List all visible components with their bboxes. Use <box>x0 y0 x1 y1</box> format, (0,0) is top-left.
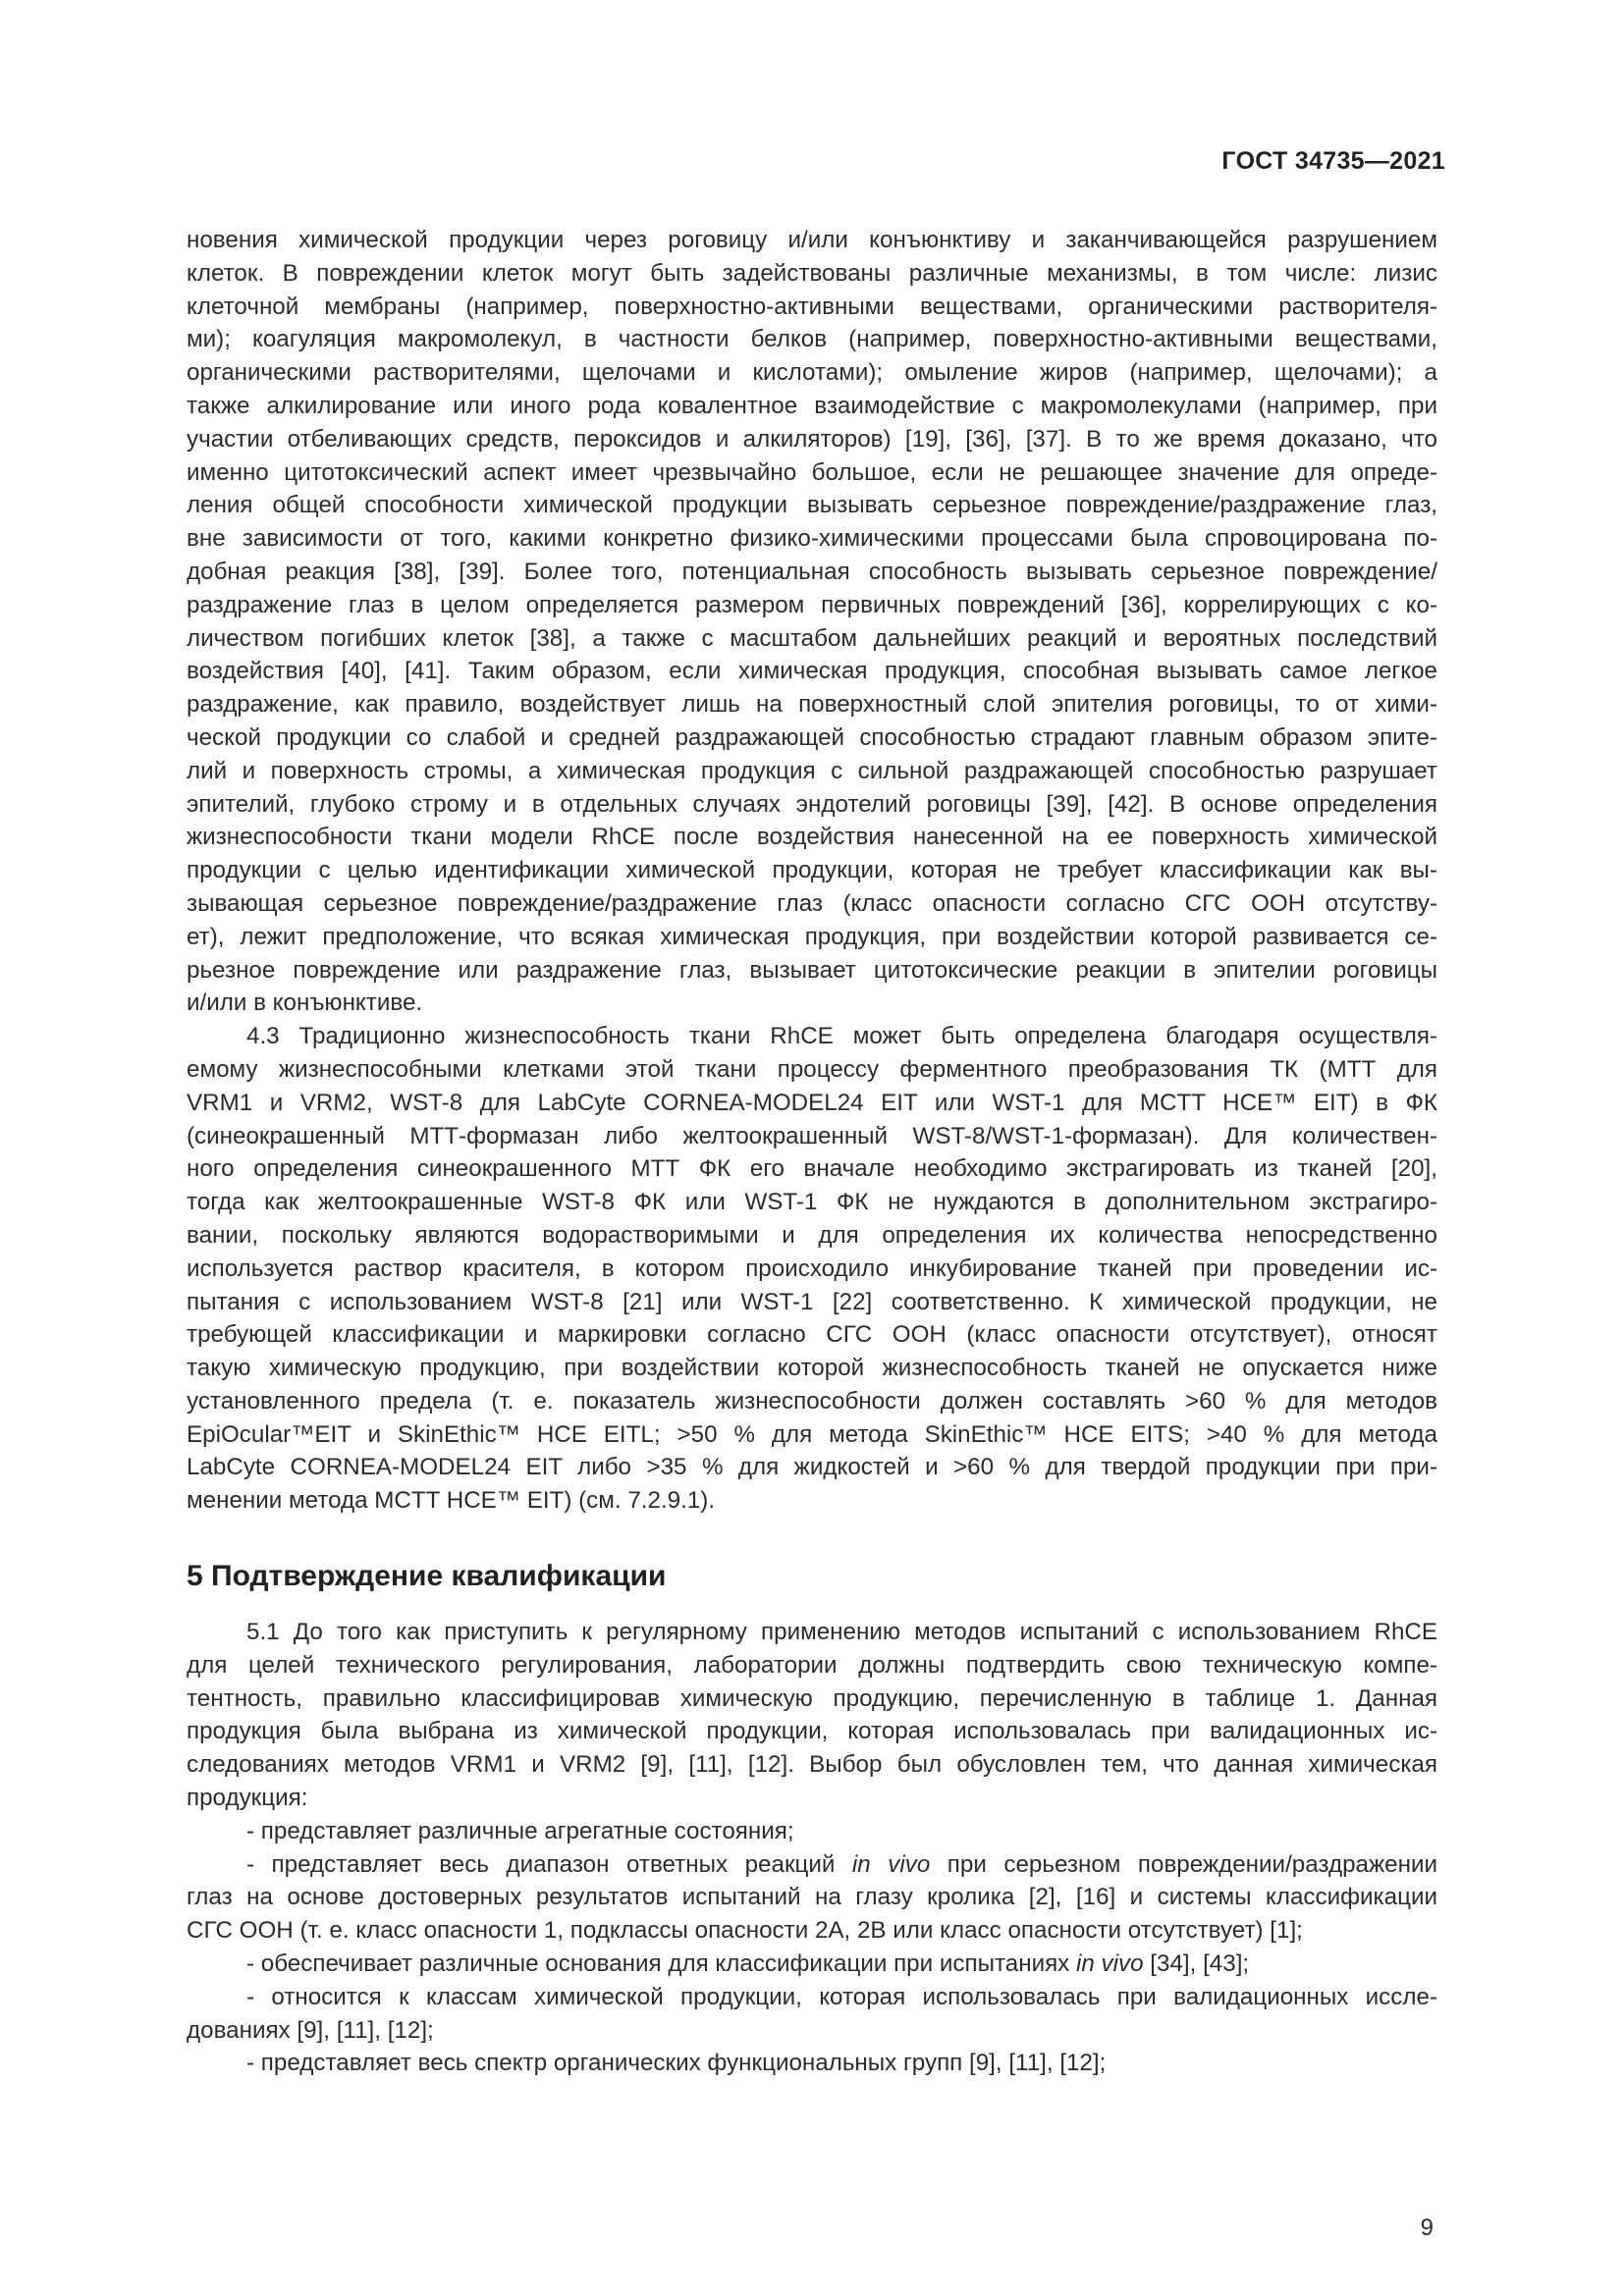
text-line: продукция: <box>187 1785 308 1812</box>
text-line: участии отбеливающих средств, пероксидов и алкиляторов) [19], [36], [37]. В то же время доказано, что <box>187 425 1437 453</box>
text-line: личеством погибших клеток [38], а также с масштабом дальнейших реакций и вероятных последствий <box>187 624 1437 652</box>
text-line: также алкилирование или иного рода ковалентное взаимодействие с макромолекулами (например, при <box>187 392 1437 419</box>
list-item: - представляет весь спектр органических функциональных групп [9], [11], [12]; <box>246 2050 1107 2077</box>
standard-code: ГОСТ 34735—2021 <box>1221 147 1445 175</box>
list-item-text: [34], [43]; <box>1143 1950 1250 1978</box>
criteria-list <box>187 1815 1437 2080</box>
text-line: вании, поскольку являются водорастворимыми и для определения их количества непосредственно <box>187 1221 1437 1249</box>
italic-term: in vivo <box>1076 1950 1144 1978</box>
text-line: клеток. В повреждении клеток могут быть задействованы различные механизмы, в том числе: лизис <box>187 259 1437 287</box>
text-line: раздражение, как правило, воздействует лишь на поверхностный слой эпителия роговицы, то от хими- <box>187 691 1437 719</box>
document-body <box>187 224 1437 2080</box>
text-line: именно цитотоксический аспект имеет чрезвычайно большое, если не решающее значение для опреде- <box>187 458 1437 486</box>
list-item-text: - обеспечивает различные основания для классификации при испытаниях <box>246 1950 1076 1978</box>
text-line: и/или в конъюнктиве. <box>187 989 423 1017</box>
list-item: - представляет различные агрегатные состояния; <box>246 1817 794 1844</box>
text-line: менении метода MCTT HCE™ EIT) (см. 7.2.9.1). <box>187 1487 716 1515</box>
text-line: рьезное повреждение или раздражение глаз, вызывает цитотоксические реакции в эпителии роговицы <box>187 956 1437 984</box>
text-line: ческой продукции со слабой и средней раздражающей способностью страдают главным образом эпите- <box>187 723 1437 751</box>
text-line: (синеокрашенный МТТ-формазан либо желтоокрашенный WST-8/WST-1-формазан). Для количествен- <box>187 1122 1437 1149</box>
italic-term: in vivo <box>851 1850 931 1878</box>
text-line: требующей классификации и маркировки согласно СГС ООН (класс опасности отсутствует), относят <box>187 1321 1437 1349</box>
text-line: лий и поверхность стромы, а химическая продукция с сильной раздражающей способностью разрушает <box>187 757 1437 784</box>
text-line: ления общей способности химической продукции вызывать серьезное повреждение/раздражение глаз, <box>187 492 1437 519</box>
paragraph-4-2-continuation <box>187 224 1437 1020</box>
text-line: 5.1 До того как приступить к регулярному применению методов испытаний с использованием RhCE <box>246 1619 1437 1646</box>
text-line: ного определения синеокрашенного МТТ ФК его вначале необходимо экстрагировать из тканей [20], <box>187 1155 1437 1183</box>
text-line: новения химической продукции через роговицу и/или конъюнктиву и заканчивающейся разрушением <box>187 227 1437 253</box>
text-line: VRM1 и VRM2, WST-8 для LabCyte CORNEA-MODEL24 EIT или WST-1 для MCTT HCE™ EIT) в ФК <box>187 1089 1437 1116</box>
list-item: - относится к классам химической продукции, которая использовалась при валидационных иссле- <box>246 1983 1437 2010</box>
text-line: LabCyte CORNEA-MODEL24 EIT либо >35 % для жидкостей и >60 % для твердой продукции при при- <box>187 1454 1437 1481</box>
text-line: следованиях методов VRM1 и VRM2 [9], [11], [12]. Выбор был обусловлен тем, что данная химическая <box>187 1751 1437 1779</box>
text-line: ми); коагуляция макромолекул, в частности белков (например, поверхностно-активными веществами, <box>187 326 1437 353</box>
text-line: клеточной мембраны (например, поверхностно-активными веществами, органическими растворителя- <box>187 293 1437 320</box>
text-line: воздействия [40], [41]. Таким образом, если химическая продукция, способная вызывать самое легкое <box>187 658 1437 685</box>
list-item-text: при серьезном повреждении/раздражении <box>930 1850 1438 1878</box>
text-line: глаз на основе достоверных результатов испытаний на глазу кролика [2], [16] и системы классификации <box>187 1884 1437 1911</box>
text-line: дованиях [9], [11], [12]; <box>187 2016 434 2044</box>
section-heading: 5 Подтверждение квалификации <box>187 1560 667 1593</box>
text-line: тогда как желтоокрашенные WST-8 ФК или WST-1 ФК не нуждаются в дополнительном экстрагиро- <box>187 1189 1437 1216</box>
page-number: 9 <box>1420 2215 1434 2241</box>
text-line: пытания с использованием WST-8 [21] или WST-1 [22] соответственно. К химической продукции, не <box>187 1288 1437 1315</box>
text-line: органическими растворителями, щелочами и кислотами); омыление жиров (например, щелочами); а <box>187 359 1437 387</box>
text-line: ет), лежит предположение, что всякая химическая продукция, при воздействии которой развивается се- <box>187 923 1437 950</box>
text-line: жизнеспособности ткани модели RhCE после воздействия нанесенной на ее поверхность химической <box>187 824 1437 851</box>
text-line: продукция была выбрана из химической продукции, которая использовалась при валидационных ис- <box>187 1718 1437 1745</box>
text-line: зывающая серьезное повреждение/раздражение глаз (класс опасности согласно СГС ООН отсутству- <box>187 889 1437 917</box>
list-item <box>187 1848 1437 1882</box>
text-line: вне зависимости от того, какими конкретно физико-химическими процессами была спровоцирована по- <box>187 525 1437 553</box>
text-line: установленного предела (т. е. показатель жизнеспособности должен составлять >60 % для методов <box>187 1387 1437 1415</box>
text-line: для целей технического регулирования, лаборатории должны подтвердить свою техническую компе- <box>187 1651 1437 1679</box>
paragraph-4-3 <box>187 1020 1437 1518</box>
text-line: раздражение глаз в целом определяется размером первичных повреждений [36], коррелирующих с ко- <box>187 591 1437 618</box>
list-item-text: - представляет весь диапазон ответных реакций <box>246 1850 852 1878</box>
list-item <box>187 1948 1437 1981</box>
text-line: используется раствор красителя, в котором происходило инкубирование тканей при проведении ис- <box>187 1255 1437 1282</box>
paragraph-5-1 <box>187 1616 1437 1815</box>
text-line: тентность, правильно классифицировав химическую продукцию, перечисленную в таблице 1. Данная <box>187 1684 1437 1712</box>
text-line: продукции с целью идентификации химической продукции, которая не требует классификации как вы- <box>187 857 1437 884</box>
text-line: такую химическую продукцию, при воздействии которой жизнеспособность тканей не опускается ниже <box>187 1355 1437 1382</box>
text-line: емому жизнеспособными клетками этой ткани процессу ферментного преобразования ТК (МТТ для <box>187 1055 1437 1083</box>
text-line: 4.3 Традиционно жизнеспособность ткани RhCE может быть определена благодаря осуществля- <box>246 1023 1437 1050</box>
text-line: EpiOcular™EIT и SkinEthic™ HCE EITL; >50 % для метода SkinEthic™ HCE EITS; >40 % для метода <box>187 1420 1437 1448</box>
text-line: добная реакция [38], [39]. Более того, потенциальная способность вызывать серьезное повреждение/ <box>187 558 1437 585</box>
text-line: СГС ООН (т. е. класс опасности 1, подклассы опасности 2А, 2В или класс опасности отсутствует) [1]; <box>187 1917 1303 1945</box>
text-line: эпителий, глубоко строму и в отдельных случаях эндотелий роговицы [39], [42]. В основе определения <box>187 790 1437 818</box>
